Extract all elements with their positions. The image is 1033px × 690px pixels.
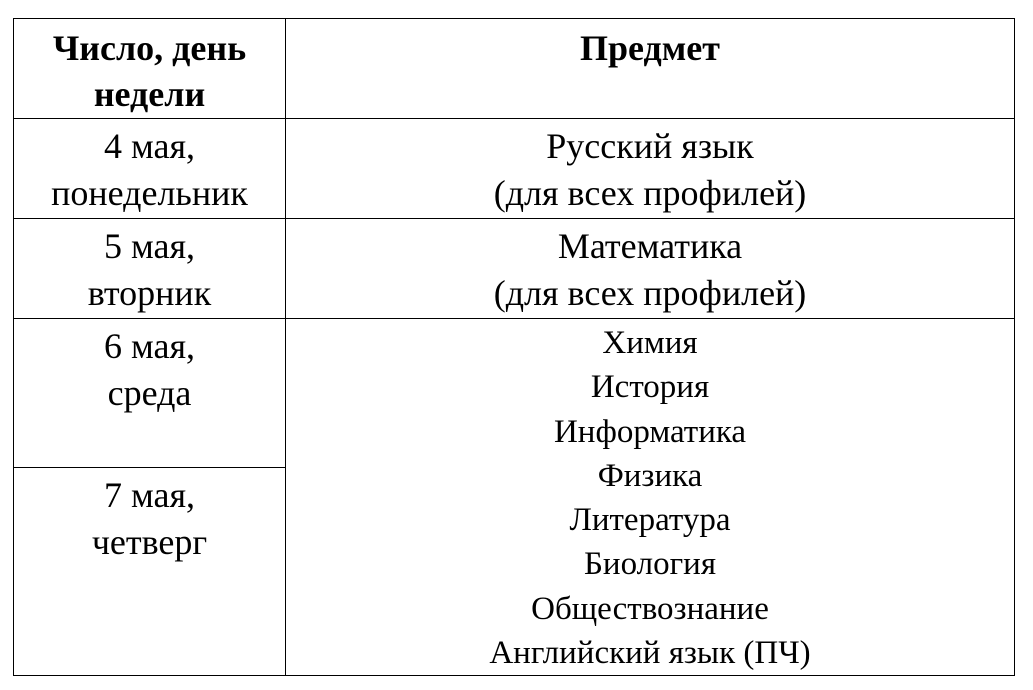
list-item: Литература — [569, 502, 731, 539]
date-cell — [14, 219, 286, 319]
table-row — [14, 319, 1015, 468]
table-row — [14, 119, 1015, 219]
date-cell — [14, 467, 286, 675]
list-item: Физика — [597, 457, 703, 494]
subject-line2: (для всех профилей) — [493, 273, 807, 313]
subject-cell — [286, 219, 1015, 319]
list-item: Химия — [602, 325, 698, 361]
header-date-line2: недели — [93, 74, 206, 114]
date-line2: понедельник — [51, 173, 248, 213]
subject-line1: Математика — [557, 226, 743, 266]
table-row — [14, 219, 1015, 319]
header-subject-label: Предмет — [580, 28, 720, 68]
list-item: Английский язык (ПЧ) — [489, 635, 811, 672]
list-item: Информатика — [553, 413, 747, 450]
date-line1: 5 мая, — [103, 226, 196, 266]
date-line1: 7 мая, — [103, 474, 196, 515]
header-subject — [286, 19, 1015, 119]
date-line1: 6 мая, — [103, 326, 196, 366]
date-line1: 4 мая, — [103, 126, 196, 166]
exam-schedule-table — [13, 18, 1015, 676]
date-line2: среда — [107, 373, 192, 413]
header-date-line1: Число, день — [52, 28, 247, 68]
header-date — [14, 19, 286, 119]
elective-subjects-cell — [286, 319, 1015, 676]
subject-line1: Русский язык — [546, 126, 754, 166]
date-cell — [14, 119, 286, 219]
list-item: Биология — [583, 546, 717, 583]
date-line2: четверг — [91, 521, 208, 562]
list-item: Обществознание — [531, 590, 769, 627]
subject-line2: (для всех профилей) — [493, 173, 807, 213]
list-item: История — [590, 369, 710, 406]
date-cell — [14, 319, 286, 468]
date-line2: вторник — [87, 273, 212, 313]
subject-cell — [286, 119, 1015, 219]
elective-subjects-list — [286, 319, 1014, 675]
table-header-row — [14, 19, 1015, 119]
